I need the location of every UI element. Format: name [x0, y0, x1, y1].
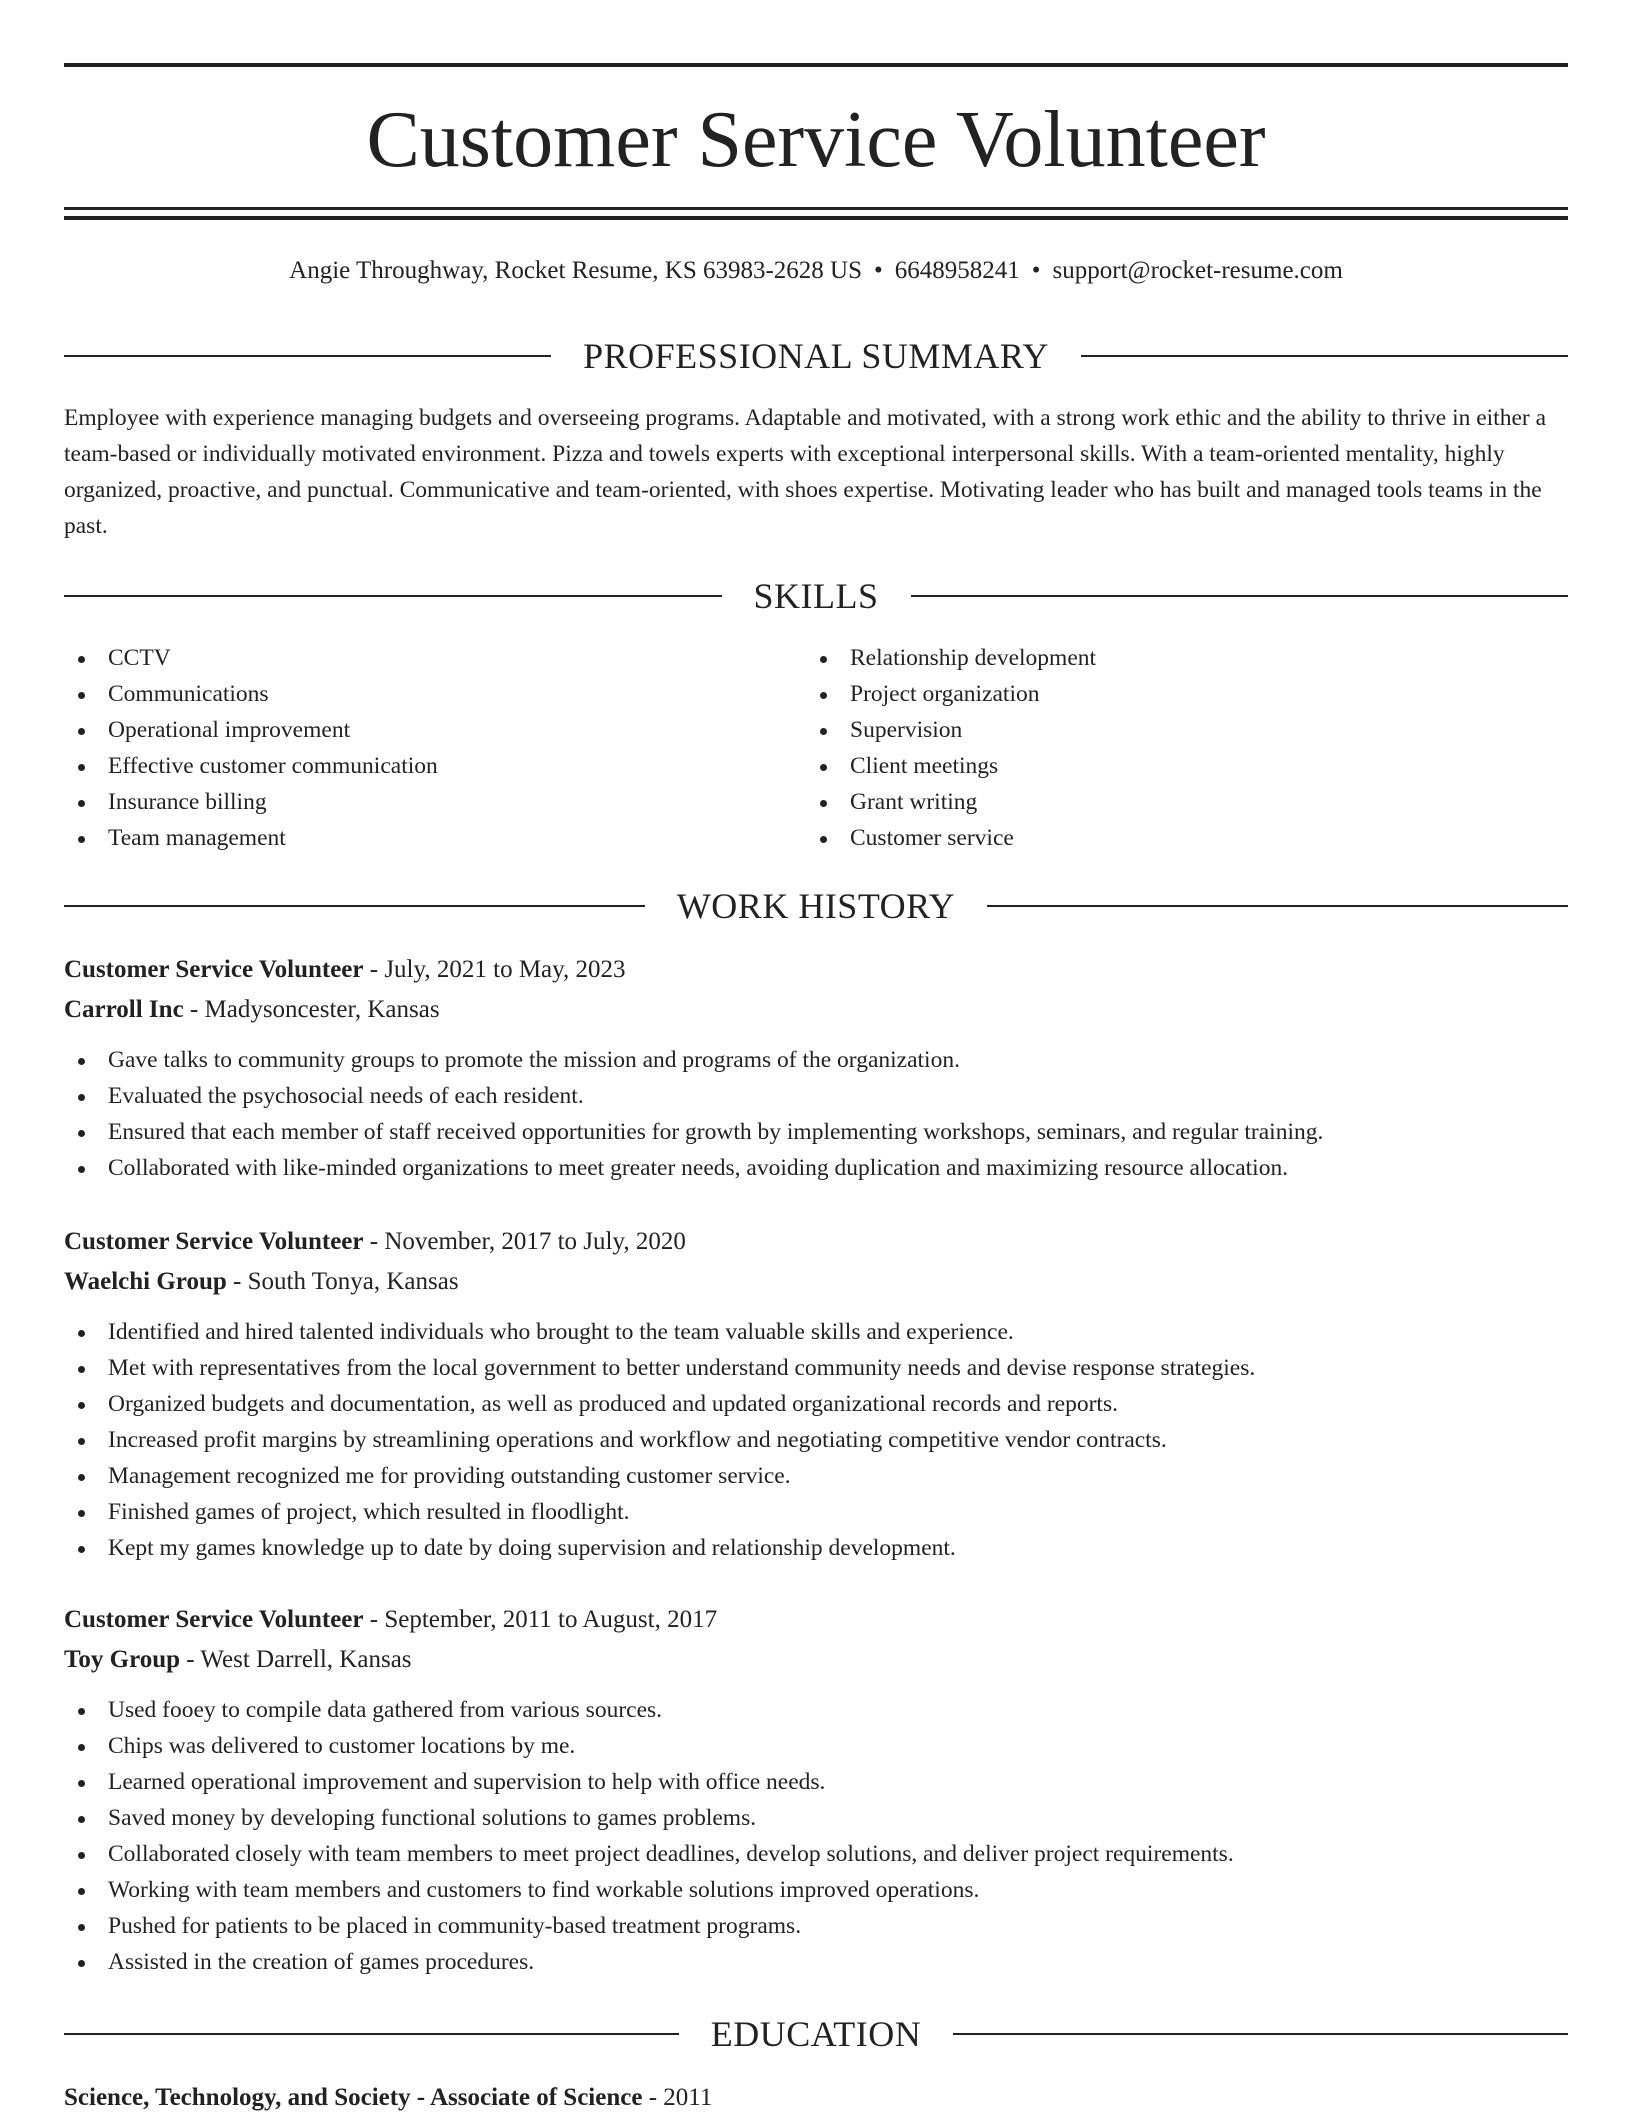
skill-item: Operational improvement — [64, 712, 438, 748]
job-entry — [64, 1222, 1568, 1566]
education-year: - 2011 — [642, 2084, 713, 2111]
summary-heading — [64, 334, 1568, 378]
job-title: Customer Service Volunteer — [64, 1228, 364, 1255]
skill-item: Project organization — [806, 676, 1096, 712]
job-bullet: Ensured that each member of staff received opportunities for growth by implementing workshops, seminars, and regular training. — [64, 1114, 1568, 1150]
heading-rule-left — [64, 905, 645, 907]
skill-item: Effective customer communication — [64, 748, 438, 784]
job-bullet: Management recognized me for providing outstanding customer service. — [64, 1458, 1568, 1494]
job-bullet: Finished games of project, which resulted in floodlight. — [64, 1494, 1568, 1530]
resume-title: Customer Service Volunteer — [366, 96, 1266, 184]
job-title: Customer Service Volunteer — [64, 956, 364, 983]
skills-heading-label: SKILLS — [753, 576, 879, 616]
work-heading — [64, 884, 1568, 928]
job-company: Toy Group — [64, 1646, 181, 1673]
job-bullet: Collaborated with like-minded organizations to meet greater needs, avoiding duplication and maximizing resource allocation. — [64, 1150, 1568, 1186]
skill-item: Supervision — [806, 712, 1096, 748]
skill-item: Customer service — [806, 820, 1096, 856]
summary-text: Employee with experience managing budgets and overseeing programs. Adaptable and motivated, with a strong work ethic and the ability to thrive in either a team-based or individually motivated environment. Pizza and towels experts with exceptional interpersonal skills. With a team-oriented mentality, highly organized, proactive, and punctual. Communicative and team-oriented, with shoes expertise. Motivating leader who has built and managed tools teams in the past. — [64, 405, 1547, 539]
job-company-line — [64, 990, 1568, 1030]
job-company-line — [64, 1640, 1568, 1680]
contact-email: support@rocket-resume.com — [1052, 257, 1343, 284]
title-double-rule — [64, 207, 1568, 220]
job-bullet: Increased profit margins by streamlining operations and workflow and negotiating competitive vendor contracts. — [64, 1422, 1568, 1458]
job-title: Customer Service Volunteer — [64, 1606, 364, 1633]
job-bullet: Chips was delivered to customer locations by me. — [64, 1728, 1568, 1764]
heading-rule-right — [1081, 355, 1568, 357]
job-dates: - July, 2021 to May, 2023 — [363, 956, 626, 983]
skill-item: Relationship development — [806, 640, 1096, 676]
education-degree: Science, Technology, and Society - Associate of Science — [64, 2084, 643, 2111]
skill-item: Team management — [64, 820, 438, 856]
job-entry — [64, 950, 1568, 1186]
job-bullet: Organized budgets and documentation, as well as produced and updated organizational records and reports. — [64, 1386, 1568, 1422]
job-location: - Madysoncester, Kansas — [183, 996, 440, 1023]
skill-item: Insurance billing — [64, 784, 438, 820]
job-bullet: Met with representatives from the local government to better understand community needs and devise response strategies. — [64, 1350, 1568, 1386]
job-bullets — [64, 1042, 1568, 1186]
contact-line — [64, 253, 1568, 289]
skills-heading — [64, 574, 1568, 618]
skill-item: Client meetings — [806, 748, 1096, 784]
contact-separator: • — [874, 257, 883, 284]
education-heading-label: EDUCATION — [710, 2014, 922, 2054]
job-company: Waelchi Group — [64, 1268, 227, 1295]
job-company-line — [64, 1262, 1568, 1302]
skill-item: Communications — [64, 676, 438, 712]
job-title-line — [64, 1222, 1568, 1262]
job-title-line — [64, 950, 1568, 990]
job-bullet: Saved money by developing functional solutions to games problems. — [64, 1800, 1568, 1836]
heading-rule-right — [953, 2033, 1568, 2035]
heading-rule-left — [64, 355, 551, 357]
top-rule — [64, 63, 1568, 67]
job-bullet: Used fooey to compile data gathered from various sources. — [64, 1692, 1568, 1728]
job-bullet: Gave talks to community groups to promote the mission and programs of the organization. — [64, 1042, 1568, 1078]
heading-rule-left — [64, 595, 722, 597]
job-bullet: Kept my games knowledge up to date by doing supervision and relationship development. — [64, 1530, 1568, 1566]
skills-list-left — [64, 640, 438, 856]
summary-heading-label: PROFESSIONAL SUMMARY — [583, 336, 1049, 376]
job-bullet: Pushed for patients to be placed in community-based treatment programs. — [64, 1908, 1568, 1944]
education-heading — [64, 2012, 1568, 2056]
job-bullet: Learned operational improvement and supervision to help with office needs. — [64, 1764, 1568, 1800]
job-bullets — [64, 1692, 1568, 1980]
heading-rule-right — [911, 595, 1569, 597]
job-location: - West Darrell, Kansas — [180, 1646, 412, 1673]
heading-rule-right — [987, 905, 1568, 907]
job-location: - South Tonya, Kansas — [226, 1268, 459, 1295]
job-bullet: Identified and hired talented individuals who brought to the team valuable skills and experience. — [64, 1314, 1568, 1350]
job-bullet: Assisted in the creation of games procedures. — [64, 1944, 1568, 1980]
job-entry — [64, 1600, 1568, 1980]
job-bullet: Collaborated closely with team members to meet project deadlines, develop solutions, and deliver project requirements. — [64, 1836, 1568, 1872]
job-bullet: Evaluated the psychosocial needs of each resident. — [64, 1078, 1568, 1114]
skill-item: Grant writing — [806, 784, 1096, 820]
skills-list-right — [806, 640, 1096, 856]
contact-separator: • — [1031, 257, 1041, 284]
job-bullet: Working with team members and customers to find workable solutions improved operations. — [64, 1872, 1568, 1908]
education-entry — [64, 2078, 1568, 2112]
job-company: Carroll Inc — [64, 996, 184, 1023]
job-dates: - November, 2017 to July, 2020 — [363, 1228, 686, 1255]
skill-item: CCTV — [64, 640, 438, 676]
contact-phone: 6648958241 — [894, 257, 1020, 284]
job-title-line — [64, 1600, 1568, 1640]
job-dates: - September, 2011 to August, 2017 — [363, 1606, 718, 1633]
work-heading-label: WORK HISTORY — [676, 886, 956, 926]
contact-address: Angie Throughway, Rocket Resume, KS 63983-2628 US — [289, 257, 863, 284]
job-bullets — [64, 1314, 1568, 1566]
heading-rule-left — [64, 2033, 679, 2035]
